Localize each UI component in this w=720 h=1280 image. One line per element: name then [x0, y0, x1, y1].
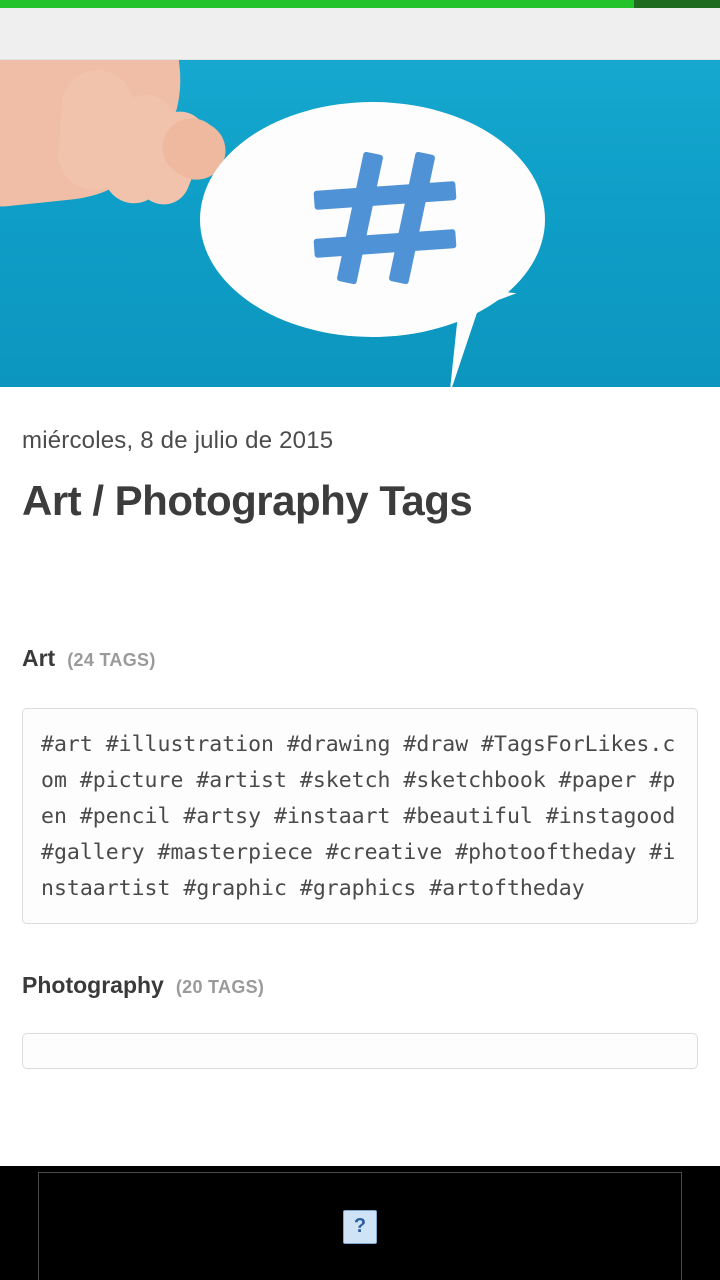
broken-image-icon: ? — [343, 1210, 377, 1244]
section-header-photography — [22, 972, 698, 999]
speech-bubble-tail — [450, 287, 517, 387]
section-title: Art — [22, 645, 56, 671]
hashtag-icon — [322, 156, 452, 281]
section-tag-count: (20 TAGS) — [175, 977, 265, 997]
post-content — [0, 387, 720, 1069]
section-header-art — [22, 645, 698, 672]
tag-code-block-photography[interactable] — [22, 1033, 698, 1069]
progress-fill — [0, 0, 634, 8]
section-tag-count: (24 TAGS) — [67, 650, 156, 670]
hero-image — [0, 60, 720, 387]
browser-chrome-band[interactable] — [0, 8, 720, 60]
post-date: miércoles, 8 de julio de 2015 — [22, 427, 334, 454]
tag-code-block-art[interactable] — [22, 708, 698, 924]
section-title: Photography — [22, 972, 164, 998]
tag-list-text: #art #illustration #drawing #draw #TagsForLikes.com #picture #artist #sketch #sketchbook #paper #pen #pencil #artsy #instaart #beautiful #instagood #gallery #masterpiece #creative #photooftheday #instaartist #graphic #graphics #artoftheday — [41, 732, 689, 901]
ad-frame[interactable] — [38, 1172, 682, 1280]
page-load-progress-bar — [0, 0, 720, 8]
page-title: Art / Photography Tags — [22, 477, 473, 524]
ad-banner-overlay[interactable] — [0, 1166, 720, 1280]
